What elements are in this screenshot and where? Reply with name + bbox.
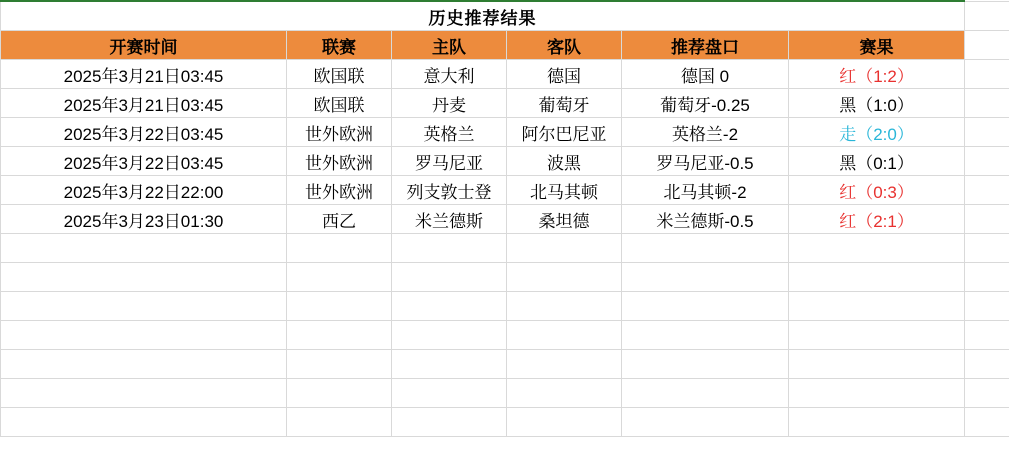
table-row <box>1 89 1009 118</box>
result-label: 红 <box>839 211 857 231</box>
spare-cell <box>965 31 1009 60</box>
result-score: （1:0） <box>856 95 914 115</box>
cell-pick: 德国 0 <box>622 60 789 89</box>
cell-home: 英格兰 <box>392 118 507 147</box>
cell-result <box>789 118 965 147</box>
cell-league: 欧国联 <box>287 89 392 118</box>
table-row <box>1 118 1009 147</box>
empty-cell <box>965 350 1009 379</box>
cell-league: 西乙 <box>287 205 392 234</box>
empty-cell <box>392 408 507 437</box>
cell-time: 2025年3月22日22:00 <box>1 176 287 205</box>
empty-cell <box>507 350 622 379</box>
column-header-time: 开赛时间 <box>1 31 287 60</box>
spare-cell <box>965 176 1009 205</box>
empty-row <box>1 408 1009 437</box>
cell-home: 米兰德斯 <box>392 205 507 234</box>
spare-cell <box>965 205 1009 234</box>
empty-cell <box>622 292 789 321</box>
empty-cell <box>287 321 392 350</box>
empty-cell <box>392 321 507 350</box>
empty-cell <box>965 379 1009 408</box>
cell-result <box>789 60 965 89</box>
cell-away: 波黑 <box>507 147 622 176</box>
empty-cell <box>789 408 965 437</box>
cell-away: 阿尔巴尼亚 <box>507 118 622 147</box>
cell-league: 世外欧洲 <box>287 176 392 205</box>
cell-league: 世外欧洲 <box>287 147 392 176</box>
page-title: 历史推荐结果 <box>1 1 965 31</box>
empty-cell <box>789 379 965 408</box>
empty-cell <box>287 408 392 437</box>
empty-cell <box>965 234 1009 263</box>
cell-league: 欧国联 <box>287 60 392 89</box>
cell-home: 列支敦士登 <box>392 176 507 205</box>
empty-cell <box>1 408 287 437</box>
empty-cell <box>1 350 287 379</box>
spare-cell <box>965 89 1009 118</box>
empty-cell <box>287 234 392 263</box>
empty-cell <box>622 263 789 292</box>
empty-cell <box>1 263 287 292</box>
empty-cell <box>392 379 507 408</box>
result-label: 黑 <box>839 153 857 173</box>
cell-result <box>789 89 965 118</box>
cell-pick: 葡萄牙-0.25 <box>622 89 789 118</box>
cell-away: 葡萄牙 <box>507 89 622 118</box>
empty-cell <box>392 234 507 263</box>
table-body <box>1 1 1009 437</box>
empty-cell <box>789 321 965 350</box>
column-header-pick: 推荐盘口 <box>622 31 789 60</box>
table-row <box>1 60 1009 89</box>
empty-row <box>1 263 1009 292</box>
result-score: （2:1） <box>856 211 914 231</box>
cell-home: 丹麦 <box>392 89 507 118</box>
spare-cell <box>965 60 1009 89</box>
column-header-home: 主队 <box>392 31 507 60</box>
empty-cell <box>622 234 789 263</box>
empty-cell <box>622 321 789 350</box>
table-row <box>1 205 1009 234</box>
table-row <box>1 176 1009 205</box>
cell-result <box>789 205 965 234</box>
empty-cell <box>507 263 622 292</box>
table-header-row <box>1 31 1009 60</box>
column-header-result: 赛果 <box>789 31 965 60</box>
table-row <box>1 147 1009 176</box>
empty-cell <box>965 321 1009 350</box>
empty-cell <box>287 350 392 379</box>
cell-pick: 罗马尼亚-0.5 <box>622 147 789 176</box>
empty-cell <box>622 379 789 408</box>
cell-pick: 英格兰-2 <box>622 118 789 147</box>
spare-cell <box>965 118 1009 147</box>
empty-cell <box>965 292 1009 321</box>
empty-cell <box>622 408 789 437</box>
cell-time: 2025年3月23日01:30 <box>1 205 287 234</box>
empty-cell <box>507 234 622 263</box>
cell-result <box>789 147 965 176</box>
result-label: 红 <box>839 66 857 86</box>
title-row <box>1 1 1009 31</box>
empty-cell <box>507 379 622 408</box>
empty-cell <box>287 263 392 292</box>
cell-home: 意大利 <box>392 60 507 89</box>
empty-cell <box>789 350 965 379</box>
cell-away: 北马其顿 <box>507 176 622 205</box>
cell-away: 德国 <box>507 60 622 89</box>
cell-league: 世外欧洲 <box>287 118 392 147</box>
cell-time: 2025年3月22日03:45 <box>1 147 287 176</box>
empty-cell <box>789 292 965 321</box>
result-label: 红 <box>839 182 857 202</box>
empty-cell <box>392 263 507 292</box>
cell-pick: 北马其顿-2 <box>622 176 789 205</box>
empty-cell <box>287 292 392 321</box>
empty-cell <box>507 292 622 321</box>
empty-cell <box>965 263 1009 292</box>
result-label: 黑 <box>839 95 857 115</box>
empty-cell <box>789 263 965 292</box>
result-score: （1:2） <box>856 66 914 86</box>
empty-row <box>1 321 1009 350</box>
cell-time: 2025年3月21日03:45 <box>1 60 287 89</box>
cell-time: 2025年3月21日03:45 <box>1 89 287 118</box>
empty-cell <box>622 350 789 379</box>
spare-cell <box>965 1 1009 31</box>
result-score: （0:3） <box>856 182 914 202</box>
empty-row <box>1 379 1009 408</box>
empty-cell <box>789 234 965 263</box>
empty-cell <box>965 408 1009 437</box>
result-label: 走 <box>839 124 857 144</box>
spare-cell <box>965 147 1009 176</box>
cell-home: 罗马尼亚 <box>392 147 507 176</box>
result-score: （2:0） <box>856 124 914 144</box>
empty-cell <box>1 234 287 263</box>
empty-cell <box>1 379 287 408</box>
empty-row <box>1 350 1009 379</box>
column-header-away: 客队 <box>507 31 622 60</box>
empty-cell <box>287 379 392 408</box>
empty-cell <box>1 292 287 321</box>
cell-pick: 米兰德斯-0.5 <box>622 205 789 234</box>
empty-cell <box>392 292 507 321</box>
empty-row <box>1 234 1009 263</box>
empty-cell <box>507 408 622 437</box>
empty-row <box>1 292 1009 321</box>
cell-away: 桑坦德 <box>507 205 622 234</box>
cell-result <box>789 176 965 205</box>
column-header-league: 联赛 <box>287 31 392 60</box>
result-score: （0:1） <box>856 153 914 173</box>
empty-cell <box>392 350 507 379</box>
empty-cell <box>507 321 622 350</box>
empty-cell <box>1 321 287 350</box>
cell-time: 2025年3月22日03:45 <box>1 118 287 147</box>
